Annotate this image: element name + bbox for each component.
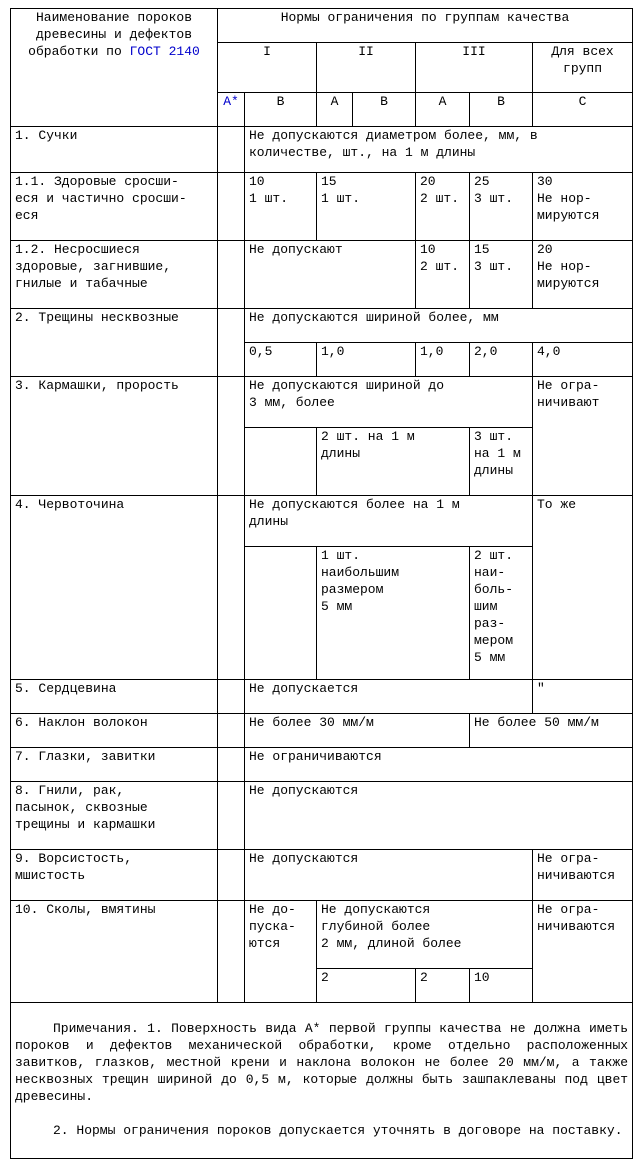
table-row (11, 850, 633, 901)
row-10-a2: 2 (317, 969, 416, 1003)
row-1-1-a2: 15 1 шт. (317, 173, 416, 241)
row-9-c: Не огра- ничиваются (533, 850, 633, 901)
row-10-b1: Не до- пуска- ются (245, 901, 317, 1003)
row-2-a-star (218, 309, 245, 377)
row-9-note: Не допускаются (245, 850, 533, 901)
group-2-header: II (317, 43, 416, 93)
sub-header-b-group2: В (353, 93, 416, 127)
row-1-1-b3: 25 3 шт. (470, 173, 533, 241)
row-2-note: Не допускаются шириной более, мм (245, 309, 633, 343)
sub-header-a-group2: А (317, 93, 353, 127)
row-5-a-star (218, 680, 245, 714)
row-8-name: 8. Гнили, рак, пасынок, сквозные трещины и кармашки (11, 782, 218, 850)
row-1-a-star (218, 127, 245, 173)
row-3-note: Не допускаются шириной до 3 мм, более (245, 377, 533, 428)
sub-header-b-group3: В (470, 93, 533, 127)
row-1-1-c: 30 Не нор- мируются (533, 173, 633, 241)
table-row (11, 173, 633, 241)
header-name-line1: Наименование пороков (35, 10, 193, 25)
table-row (11, 680, 633, 714)
row-1-2-c: 20 Не нор- мируются (533, 241, 633, 309)
defect-norms-table (10, 8, 633, 1159)
row-1-1-a3: 20 2 шт. (416, 173, 470, 241)
sub-header-c: С (533, 93, 633, 127)
table-row (11, 748, 633, 782)
row-7-name: 7. Глазки, завитки (11, 748, 218, 782)
row-10-a-star (218, 901, 245, 1003)
table-row (11, 714, 633, 748)
group-3-header: III (416, 43, 533, 93)
row-8-note: Не допускаются (245, 782, 633, 850)
sub-header-b-group1: В (245, 93, 317, 127)
group-1-header: I (218, 43, 317, 93)
table-row (11, 782, 633, 850)
document (10, 8, 629, 1159)
row-7-note: Не ограничиваются (245, 748, 633, 782)
row-4-c: То же (533, 496, 633, 680)
row-3-mid: 2 шт. на 1 м длины (317, 428, 470, 496)
row-3-c: Не огра- ничивают (533, 377, 633, 496)
row-9-a-star (218, 850, 245, 901)
table-row (11, 496, 633, 547)
row-2-a2: 1,0 (317, 343, 416, 377)
row-4-a-star (218, 496, 245, 680)
norms-title-header: Нормы ограничения по группам качества (218, 9, 633, 43)
table-row (11, 309, 633, 343)
gost-2140-link[interactable]: ГОСТ 2140 (129, 44, 200, 59)
row-4-mid: 1 шт. наибольшим размером 5 мм (317, 547, 470, 680)
note-2: 2. Нормы ограничения пороков допускается уточнять в договоре на поставку. (53, 1123, 623, 1138)
notes-cell (11, 1003, 633, 1159)
defect-name-header (11, 9, 218, 127)
row-1-2-b3: 15 3 шт. (470, 241, 533, 309)
table-row (11, 377, 633, 428)
row-10-a3: 2 (416, 969, 470, 1003)
row-5-name: 5. Сердцевина (11, 680, 218, 714)
row-1-2-name: 1.2. Несросшиеся здоровые, загнившие, гнилые и табачные (11, 241, 218, 309)
row-2-name: 2. Трещины несквозные (11, 309, 218, 377)
row-2-c: 4,0 (533, 343, 633, 377)
row-1-2-b1-a2: Не допускают (245, 241, 416, 309)
row-5-c: " (533, 680, 633, 714)
note-1: Примечания. 1. Поверхность вида А* первой группы качества не должна иметь пороков и дефектов механической обработки, кроме отдельно расположенных завитков, глазков, местной крени и наклона волокон не более 20 мм/м, а также несквозных трещин шириной до 0,5 м, которые должны быть зашпаклеваны под цвет древесины. (15, 1021, 629, 1104)
row-6-note-1: Не более 30 мм/м (245, 714, 470, 748)
row-1-1-name: 1.1. Здоровые сросши- еся и частично сросши- еся (11, 173, 218, 241)
header-name-line2: древесины и дефектов (35, 27, 193, 42)
row-1-1-a-star (218, 173, 245, 241)
row-2-b1: 0,5 (245, 343, 317, 377)
table-row (11, 901, 633, 969)
row-6-name: 6. Наклон волокон (11, 714, 218, 748)
row-1-note: Не допускаются диаметром более, мм, в количестве, шт., на 1 м длины (245, 127, 633, 173)
row-10-note: Не допускаются глубиной более 2 мм, длиной более (317, 901, 533, 969)
row-4-b3: 2 шт. наи- боль- шим раз- мером 5 мм (470, 547, 533, 680)
row-10-c: Не огра- ничиваются (533, 901, 633, 1003)
row-3-name: 3. Кармашки, прорость (11, 377, 218, 496)
row-9-name: 9. Ворсистость, мшистость (11, 850, 218, 901)
table-row (11, 127, 633, 173)
row-6-note-2: Не более 50 мм/м (470, 714, 633, 748)
row-3-b1 (245, 428, 317, 496)
notes-row (11, 1003, 633, 1159)
row-6-a-star (218, 714, 245, 748)
row-1-2-a3: 10 2 шт. (416, 241, 470, 309)
table-row (11, 241, 633, 309)
row-8-a-star (218, 782, 245, 850)
row-1-2-a-star (218, 241, 245, 309)
row-4-note: Не допускаются более на 1 м длины (245, 496, 533, 547)
row-4-b1 (245, 547, 317, 680)
row-1-1-b1: 10 1 шт. (245, 173, 317, 241)
row-5-note: Не допускается (245, 680, 533, 714)
row-10-name: 10. Сколы, вмятины (11, 901, 218, 1003)
sub-header-a-star[interactable]: А* (218, 93, 245, 127)
header-name-line3: обработки по (28, 44, 130, 59)
row-2-b3: 2,0 (470, 343, 533, 377)
row-2-a3: 1,0 (416, 343, 470, 377)
row-10-b3: 10 (470, 969, 533, 1003)
row-4-name: 4. Червоточина (11, 496, 218, 680)
row-7-a-star (218, 748, 245, 782)
row-1-name: 1. Сучки (11, 127, 218, 173)
row-3-b3: 3 шт. на 1 м длины (470, 428, 533, 496)
all-groups-header: Для всех групп (533, 43, 633, 93)
sub-header-a-group3: А (416, 93, 470, 127)
row-3-a-star (218, 377, 245, 496)
